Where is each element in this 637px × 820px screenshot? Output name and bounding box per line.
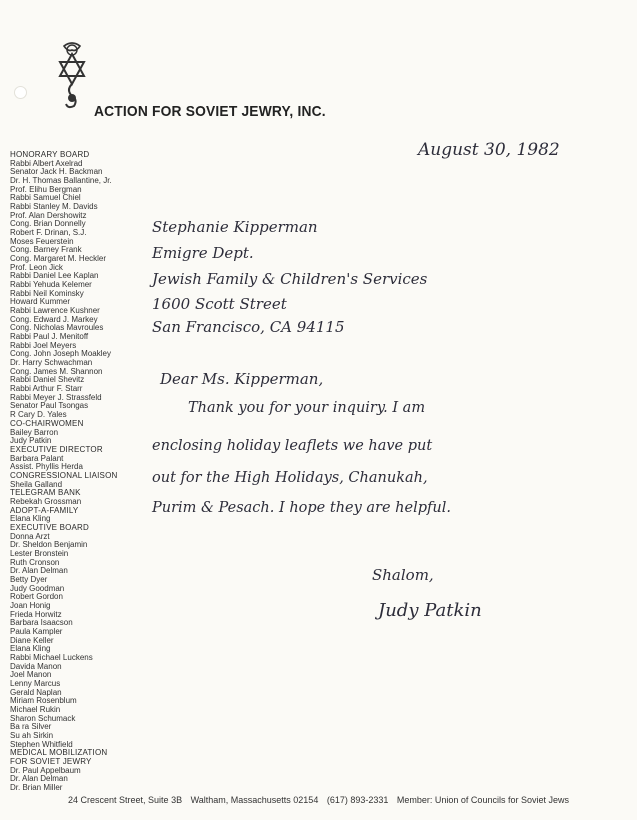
member-name: Moses Feuerstein [10, 236, 74, 246]
footer-address: 24 Crescent Street, Suite 3B [68, 795, 183, 805]
member-name: Davida Manon [10, 661, 62, 671]
member-name: Elana Kling [10, 514, 51, 524]
member-name: Miriam Rosenblum [10, 696, 77, 706]
member-name: Cong. Margaret M. Heckler [10, 254, 107, 264]
section-heading: TELEGRAM BANK [10, 488, 81, 498]
section-heading: CONGRESSIONAL LIAISON [10, 470, 118, 480]
member-name: Rabbi Arthur F. Starr [10, 384, 83, 394]
member-name: Cong. James M. Shannon [10, 366, 103, 376]
member-name: Senator Jack H. Backman [10, 167, 103, 177]
member-name: Barbara Isaacson [10, 618, 73, 628]
member-name: Senator Paul Tsongas [10, 401, 89, 411]
member-name: Robert Gordon [10, 592, 63, 602]
section-heading: HONORARY BOARD [10, 150, 90, 159]
member-name: Rabbi Lawrence Kushner [10, 306, 100, 316]
member-name: Dr. Harry Schwachman [10, 358, 93, 368]
member-name: Prof. Leon Jick [10, 262, 63, 272]
footer-city: Waltham, Massachusetts 02154 [190, 795, 319, 805]
member-name: Rabbi Daniel Lee Kaplan [10, 271, 99, 281]
member-name: Stephen Whitfield [10, 739, 73, 749]
section-heading: FOR SOVIET JEWRY [10, 757, 92, 767]
member-name: Barbara Palant [10, 453, 64, 463]
member-name: Rabbi Neil Kominsky [10, 288, 84, 298]
body-line: enclosing holiday leaflets we have put [152, 438, 433, 454]
member-name: Lenny Marcus [10, 678, 61, 688]
member-name: Dr. Alan Delman [10, 774, 68, 784]
member-name: Frieda Horwitz [10, 609, 62, 619]
footer-member: Member: Union of Councils for Soviet Jews [396, 795, 569, 805]
address-line: Emigre Dept. [152, 244, 254, 262]
section-heading: ADOPT-A-FAMILY [10, 505, 79, 515]
member-name: Paula Kampler [10, 626, 63, 636]
body-line: Thank you for your inquiry. I am [188, 400, 426, 416]
member-name: Ba ra Silver [10, 722, 52, 732]
member-name: Cong. Brian Donnelly [10, 219, 86, 229]
member-name: Michael Rukin [10, 705, 61, 714]
member-name: Donna Arzt [10, 531, 50, 541]
member-name: Betty Dyer [10, 574, 48, 584]
member-name: Robert F. Drinan, S.J. [10, 228, 87, 238]
member-name: Elana Kling [10, 644, 51, 654]
section-heading: CO-CHAIRWOMEN [10, 418, 84, 428]
section-heading: MEDICAL MOBILIZATION [10, 748, 108, 758]
footer [0, 795, 637, 805]
member-name: Diane Keller [10, 635, 54, 645]
address-line: Stephanie Kipperman [152, 218, 318, 236]
closing: Shalom, [372, 566, 434, 584]
member-name: Dr. Sheldon Benjamin [10, 540, 88, 550]
salutation: Dear Ms. Kipperman, [160, 370, 324, 388]
member-name: Cong. Barney Frank [10, 245, 82, 255]
address-line: 1600 Scott Street [152, 295, 287, 313]
member-name: Lester Bronstein [10, 548, 69, 558]
body-line: out for the High Holidays, Chanukah, [152, 470, 428, 486]
member-name: Joan Honig [10, 600, 51, 610]
star-of-david-logo [52, 40, 92, 112]
section-heading: EXECUTIVE DIRECTOR [10, 444, 103, 454]
member-name: Judy Goodman [10, 583, 65, 593]
member-name: Rabbi Yehuda Kelemer [10, 280, 92, 290]
member-name: Rabbi Paul J. Menitoff [10, 332, 89, 342]
binder-hole [14, 86, 27, 99]
member-name: Sheila Galland [10, 479, 63, 489]
board-member-list [10, 151, 160, 791]
member-name: Judy Patkin [10, 436, 52, 446]
member-name: Dr. Paul Appelbaum [10, 765, 81, 775]
address-line: San Francisco, CA 94115 [152, 318, 345, 336]
member-name: Ruth Cronson [10, 557, 60, 567]
member-name: Rabbi Daniel Shevitz [10, 375, 85, 385]
member-name: Cong. John Joseph Moakley [10, 349, 111, 359]
member-name: Cong. Edward J. Markey [10, 314, 98, 324]
member-name: Cong. Nicholas Mavroules [10, 323, 104, 333]
member-name: Joel Manon [10, 670, 52, 680]
member-name: Rabbi Joel Meyers [10, 340, 77, 350]
member-name: Gerald Naplan [10, 687, 62, 697]
member-name: Rabbi Samuel Chiel [10, 193, 81, 203]
member-name: Rabbi Meyer J. Strassfeld [10, 392, 102, 402]
member-name: Rebekah Grossman [10, 496, 82, 506]
member-name: Rabbi Stanley M. Davids [10, 202, 98, 212]
member-name: Howard Kummer [10, 297, 71, 307]
member-name: Su ah Sirkin [10, 731, 54, 741]
address-line: Jewish Family & Children's Services [152, 270, 428, 288]
member-name: Dr. H. Thomas Ballantine, Jr. [10, 176, 112, 186]
member-name: Rabbi Albert Axelrad [10, 158, 83, 168]
section-heading: EXECUTIVE BOARD [10, 522, 90, 532]
body-line: Purim & Pesach. I hope they are helpful. [152, 500, 451, 516]
member-name: Prof. Elihu Bergman [10, 184, 82, 194]
member-name: Rabbi Michael Luckens [10, 652, 93, 662]
member-name: Dr. Brian Miller [10, 783, 63, 793]
footer-phone: (617) 893-2331 [326, 795, 389, 805]
signature: Judy Patkin [378, 600, 482, 621]
letter-date: August 30, 1982 [418, 140, 560, 160]
member-name: Assist. Phyllis Herda [10, 462, 83, 472]
organization-name: ACTION FOR SOVIET JEWRY, INC. [94, 103, 326, 120]
member-name: R Cary D. Yales [10, 410, 67, 420]
member-name: Prof. Alan Dershowitz [10, 210, 87, 220]
member-name: Sharon Schumack [10, 713, 76, 723]
member-name: Bailey Barron [10, 427, 59, 437]
member-name: Dr. Alan Delman [10, 566, 68, 576]
